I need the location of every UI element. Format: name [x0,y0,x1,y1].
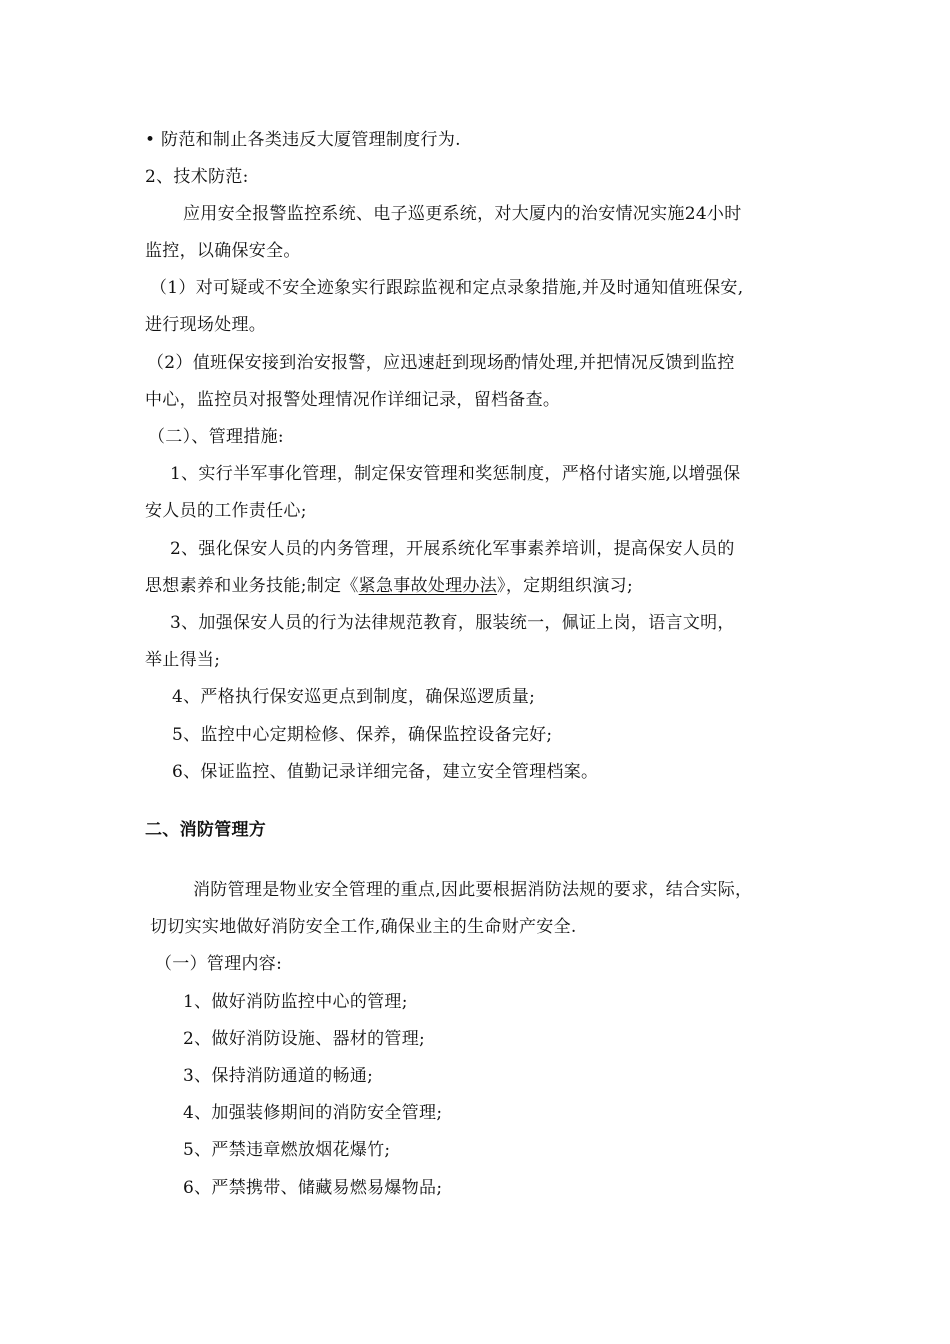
text-line: （1）对可疑或不安全迹象实行跟踪监视和定点录象措施,并及时通知值班保安, [150,278,744,298]
list-item: 2、做好消防设施、器材的管理; [183,1029,426,1049]
text-line: 6、保证监控、值勤记录详细完备，建立安全管理档案。 [172,762,599,782]
text-line: 1、实行半军事化管理，制定保安管理和奖惩制度，严格付诸实施,以增强保 [170,464,741,484]
text-line: 3、加强保安人员的行为法律规范教育，服装统一，佩证上岗，语言文明， [170,613,735,633]
section-heading: （二）、管理措施: [148,427,284,447]
text-line [145,574,633,598]
list-item: 6、严禁携带、储藏易燃易爆物品; [183,1178,443,1198]
text-segment: 思想素养和业务技能;制定《 [145,576,359,596]
text-line: 2、技术防范: [145,167,249,187]
text-line: 消防管理是物业安全管理的重点,因此要根据消防法规的要求，结合实际， [193,880,753,900]
text-line: 举止得当; [145,650,221,670]
text-line: 4、严格执行保安巡更点到制度，确保巡逻质量; [172,687,536,707]
list-item: 4、加强装修期间的消防安全管理; [183,1103,443,1123]
text-line: 进行现场处理。 [145,315,267,335]
text-line: 应用安全报警监控系统、电子巡更系统，对大厦内的治安情况实施24小时 [183,204,742,224]
text-line: 监控，以确保安全。 [145,241,301,261]
list-item: 1、做好消防监控中心的管理; [183,992,408,1012]
text-segment: 》，定期组织演习; [497,576,633,596]
text-line: 安人员的工作责任心; [145,501,307,521]
text-line: 5、监控中心定期检修、保养，确保监控设备完好; [172,725,553,745]
list-item: 5、严禁违章燃放烟花爆竹; [183,1140,391,1160]
text-line: • 防范和制止各类违反大厦管理制度行为. [145,130,461,150]
section-heading: （一）管理内容: [155,954,283,974]
list-item: 3、保持消防通道的畅通; [183,1066,374,1086]
underlined-title: 紧急事故处理办法 [358,576,498,596]
text-line: 中心，监控员对报警处理情况作详细记录，留档备查。 [145,390,561,410]
text-line: 切切实实地做好消防安全工作,确保业主的生命财产安全. [150,917,577,937]
text-line: （2）值班保安接到治安报警，应迅速赶到现场酌情处理,并把情况反馈到监控 [147,353,735,373]
section-title: 二、消防管理方 [145,820,267,840]
text-line: 2、强化保安人员的内务管理，开展系统化军事素养培训，提高保安人员的 [170,539,735,559]
